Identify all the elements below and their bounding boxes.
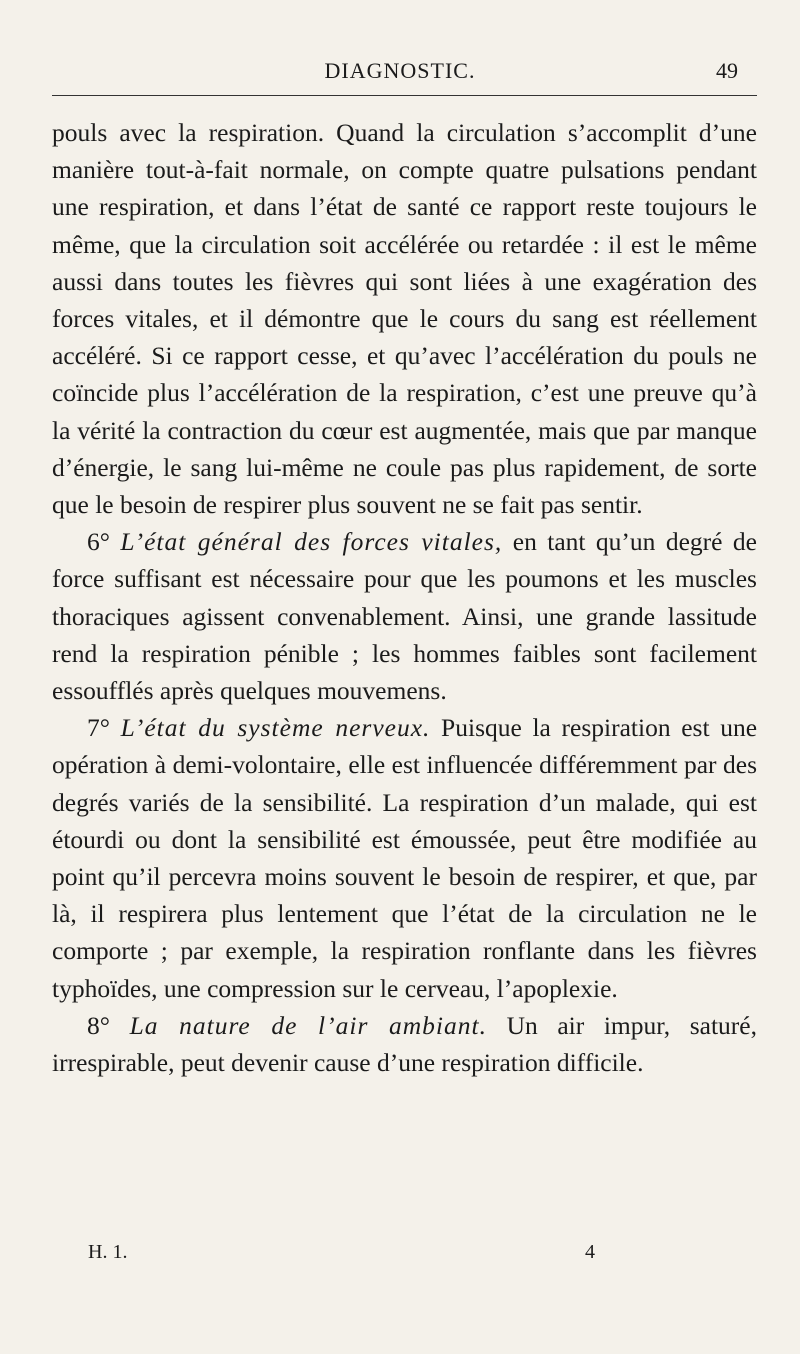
paragraph-body: Puisque la respiration est une opération à demi-volontaire, elle est influencée différemment par des degrés variés de la sensibilité. La respiration d’un malade, qui est étourdi ou dont la sensibilité est émoussée, peut être modifiée au point qu’il percevra moins souvent le besoin de respirer, et que, par là, il respirera plus lentement que l’état de la circulation ne le comporte ; par exemple, la respiration ronflante dans les fièvres typhoïdes, une compression sur le cerveau, l’apoplexie. — [52, 713, 758, 1003]
paragraph-4 — [52, 1007, 757, 1081]
section-title: L’état du système nerveux. — [120, 713, 431, 743]
signature-mark: H. 1. — [88, 1241, 128, 1263]
paragraph-body: en tant qu’un degré de force suffisant est nécessaire pour que les poumons et les muscles thoraciques agissent convenablement. Ainsi, une grande lassitude rend la respiration pénible ; les hommes faibles sont facilement essoufflés après quelques mouvemens. — [52, 527, 757, 706]
section-title: L’état général des forces vitales, — [120, 527, 503, 557]
body-text — [52, 114, 757, 1081]
running-title: DIAGNOSTIC. — [324, 58, 476, 83]
section-number: 8° — [87, 1010, 130, 1040]
section-title: La nature de l’air ambiant. — [129, 1010, 487, 1040]
paragraph-3 — [52, 709, 757, 1007]
section-number: 6° — [87, 527, 121, 557]
header-rule — [52, 95, 757, 96]
section-number: 7° — [87, 713, 121, 743]
paragraph-2 — [52, 523, 757, 709]
running-head — [0, 58, 800, 88]
signature-line — [0, 1241, 800, 1269]
paragraph-body: Un air impur, saturé, irrespirable, peut devenir cause d’une respiration difficile. — [52, 1010, 757, 1078]
paragraph-1: pouls avec la respiration. Quand la circulation s’accomplit d’une manière tout-à-fait normale, on compte quatre pulsations pendant une respiration, et dans l’état de santé ce rapport reste toujours le même, que la circulation soit accélérée ou retardée : il est le même aussi dans toutes les fièvres qui sont liées à une exagération des forces vitales, et il démontre que le cours du sang est réellement accéléré. Si ce rapport cesse, et qu’avec l’accélération du pouls ne coïncide plus l’accélération de la respiration, c’est une preuve qu’à la vérité la contraction du cœur est augmentée, mais que par manque d’énergie, le sang lui-même ne coule pas plus rapidement, de sorte que le besoin de respirer plus souvent ne se fait pas sentir. — [52, 118, 757, 520]
page-number: 49 — [716, 58, 738, 83]
gathering-number: 4 — [585, 1241, 595, 1263]
